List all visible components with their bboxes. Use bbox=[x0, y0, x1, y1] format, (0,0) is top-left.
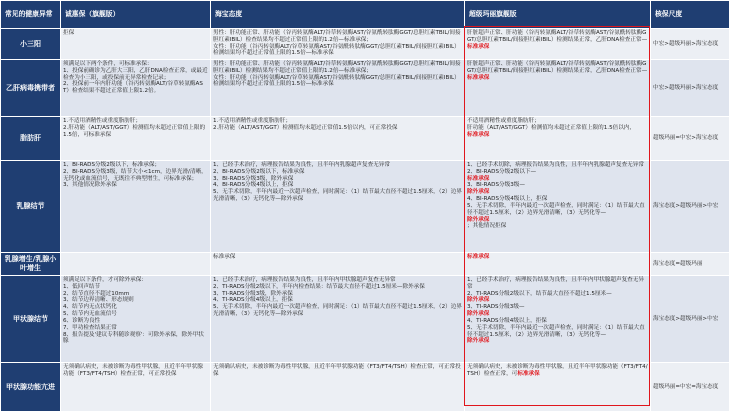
rule-text: 4、TI-RADS分级4级以上，拒保 bbox=[213, 297, 462, 304]
cell-product-1 bbox=[61, 363, 211, 412]
row-condition: 小三阳 bbox=[1, 29, 61, 60]
cell-product-1 bbox=[61, 253, 211, 276]
cell-product-3 bbox=[465, 276, 651, 363]
rule-text: 须满足以下两个条件，可标准承保： bbox=[63, 61, 153, 67]
rule-text: 1、投保前确诊为乙肝大三阳，乙肝DNA检查正常，或最近检查为小三阳，或投保前无异常检查记录； bbox=[63, 68, 208, 82]
cell-product-2 bbox=[211, 60, 465, 117]
rule-text: 5、无手术切除，半年内最近一次超声检查，同时满足：（1）结节最大直径不超过1.5厘米，（2）边界光滑清晰，（3）无钙化等— bbox=[467, 325, 648, 339]
rule-text: 男性：肝功能正常、肝功能（谷丙转氨酶ALT/谷草转氨酶AST/谷氨酰转肽酶GGT/总胆红素TBIL/间接胆红素IBIL）检测结果均不超过正常值上限的1.2倍—标准承保； bbox=[213, 61, 461, 74]
rule-text: 3、BI-RADS分级3级，除外承保 bbox=[213, 176, 462, 183]
rule-text: 1、已经手术治疗，病理报告结果为良性，且半年内甲状腺超声复查无异常 bbox=[467, 277, 644, 290]
rule-text: 无须确认病史，未被诊断为毒性甲状腺，且近半年甲状腺功能（FT3/FT4/TSH）检查正常，可正常投保 bbox=[63, 364, 203, 377]
cell-scale: 超级玛丽=中宏=海宝态度 bbox=[651, 363, 729, 412]
cell-product-3 bbox=[465, 363, 651, 412]
highlight-text: 除外承保 bbox=[467, 189, 489, 195]
row-condition: 甲状腺结节 bbox=[1, 276, 61, 363]
cell-product-2 bbox=[211, 253, 465, 276]
rule-text: 5、无手术切除，半年内最近一次超声检查，同时满足：（1）结节最大直径不超过1.5厘米，（2）边界光滑清晰，（3）无钙化等— bbox=[467, 203, 648, 217]
rule-text: 2、BI-RADS分级2级以下，标准承保 bbox=[213, 169, 462, 176]
cell-product-3 bbox=[465, 161, 651, 253]
rule-text: 3、TI-RADS分级3级— bbox=[467, 304, 648, 311]
rule-text: 2、BI-RADS分级2级以下— bbox=[467, 169, 648, 176]
cell-product-3 bbox=[465, 60, 651, 117]
rule-text: 4、TI-RADS分级4级以上，拒保 bbox=[467, 318, 648, 325]
highlight-text: 标准承保 bbox=[467, 132, 489, 138]
rule-text: 须满足以下条件，才可除外承保： bbox=[63, 277, 147, 283]
table-row bbox=[1, 276, 729, 363]
rule-text: 1、已经手术治疗，病理报告结果为良性，且半年内乳腺超声复查无异常 bbox=[213, 162, 390, 168]
row-condition: 脂肪肝 bbox=[1, 117, 61, 161]
cell-product-2 bbox=[211, 276, 465, 363]
cell-product-3 bbox=[465, 253, 651, 276]
rule-text: 1、低回声结节 bbox=[63, 284, 208, 291]
rule-text: 1.不适用酒精性或重度脂肪肝； bbox=[213, 118, 291, 124]
cell-product-2 bbox=[211, 29, 465, 60]
rule-text: 1、已经手术治疗，病理报告结果为良性，且半年内甲状腺超声复查无异常 bbox=[213, 277, 396, 283]
rule-text: 3、BI-RADS分级3级— bbox=[467, 182, 648, 189]
cell-product-1 bbox=[61, 161, 211, 253]
table-row bbox=[1, 161, 729, 253]
rule-text: 1、已经手术切除，病理报告结果为良性，且半年内乳腺超声复查无异常 bbox=[467, 162, 644, 168]
rule-text: 2、BI-RADS分级3级，结节大小<1cm，边界光滑/清晰，无钙化或血流信号，无既往不典型增生，可标准承保； bbox=[63, 169, 208, 183]
rule-text: 4、BI-RADS分级4级以上，拒保 bbox=[467, 196, 648, 203]
highlight-text: 标准承保 bbox=[467, 75, 489, 81]
rule-text: 女性：肝功能（谷丙转氨酶ALT/谷草转氨酶AST/谷氨酰转肽酶GGT/总胆红素TBIL/间接胆红素IBIL）检测结果均不超过正常值上限的1.5倍—标准承保 bbox=[213, 44, 462, 58]
cell-scale: 海宝态度>超级玛丽>中宏 bbox=[651, 161, 729, 253]
highlight-text: 除外承保 bbox=[467, 311, 489, 317]
cell-product-2 bbox=[211, 117, 465, 161]
cell-scale: 中宏>超级玛丽>海宝态度 bbox=[651, 60, 729, 117]
table-row bbox=[1, 363, 729, 412]
rule-text: 3、TI-RADS分级3级，除外承保 bbox=[213, 291, 462, 298]
rule-text: 2.肝功能（ALT/AST/GGT）检测值均未超过正常值1.5倍以内，可正常投保 bbox=[213, 125, 462, 132]
rule-text: 肝功能（ALT/AST/GGT）检测值均未超过正常值上限的1.5倍以内， bbox=[467, 125, 648, 132]
rule-text: 2、结节直径不超过10mm bbox=[63, 291, 208, 298]
cell-scale: 超级玛丽=中宏>海宝态度 bbox=[651, 117, 729, 161]
rule-text: 2、TI-RADS分级2级以下，半年内检查结果：结节最大直径不超过1.5厘米—除外承保 bbox=[213, 284, 462, 291]
cell-product-1 bbox=[61, 29, 211, 60]
table-row bbox=[1, 117, 729, 161]
header-product-3: 超级玛丽旗舰版 bbox=[465, 1, 651, 29]
row-condition: 甲状腺功能亢进 bbox=[1, 363, 61, 412]
rule-text: 男性：肝功能正常、肝功能（谷丙转氨酶ALT/谷草转氨酶AST/谷氨酰转肽酶GGT/总胆红素TBIL/间接胆红素IBIL）检查结果均不超过正常值上限的1.2倍—标准承保； bbox=[213, 30, 461, 43]
rule-text: 肝脏超声正常、肝功能（谷丙转氨酶ALT/谷草转氨酶AST/谷氨酰转肽酶GGT/总胆红素TBIL/间接胆红素IBIL）检测结果正常，乙肝DNA检查正常— bbox=[467, 30, 647, 43]
cell-product-3 bbox=[465, 29, 651, 60]
rule-text: 4、结节内无点状钙化 bbox=[63, 304, 208, 311]
row-condition: 乙肝病毒携带者 bbox=[1, 60, 61, 117]
rule-text: 8、报告提及'建议专科随诊观察'：可除外承保，除外甲状腺 bbox=[63, 332, 208, 346]
rule-text: 拒保 bbox=[63, 30, 74, 36]
rule-text: 无须确认病史，未被诊断为毒性甲状腺，且近半年甲状腺功能（FT3/FT4/TSH）检查正常，可正常投保 bbox=[213, 364, 461, 377]
rule-text: ；其他情况拒保 bbox=[467, 223, 648, 230]
table-row bbox=[1, 60, 729, 117]
rule-text: 1、BI-RADS分级2级以下，标准承保； bbox=[63, 162, 160, 168]
cell-scale: 海宝态度=超级玛丽 bbox=[651, 253, 729, 276]
rule-text: 不适用酒精性或重度脂肪肝； bbox=[467, 118, 540, 124]
highlight-text: 除外承保 bbox=[467, 338, 489, 344]
rule-text: 2、TI-RADS分级2级以下，结节最大直径不超过1.5厘米— bbox=[467, 291, 648, 298]
highlight-text: 标准承保 bbox=[467, 176, 489, 182]
table-row bbox=[1, 253, 729, 276]
highlight-text: 标准承保 bbox=[517, 371, 539, 377]
highlight-text: 除外承保 bbox=[467, 217, 489, 223]
header-row bbox=[1, 1, 729, 29]
rule-text: 6、诊断为良性 bbox=[63, 318, 208, 325]
cell-scale: 中宏>超级玛丽>海宝态度 bbox=[651, 29, 729, 60]
rule-text: 4、BI-RADS分级4级以上，拒保 bbox=[213, 182, 462, 189]
rule-text: 2.肝功能（ALT/AST/GGT）检测值均未超过正常值上限的1.5倍，可标准承保 bbox=[63, 125, 208, 139]
rule-text: 无须确认病史，未被诊断为毒性甲状腺，且近半年甲状腺功能（FT3/FT4/TSH）检查正常，可 bbox=[467, 364, 648, 377]
highlight-text: 标准承保 bbox=[467, 254, 489, 260]
cell-product-2 bbox=[211, 363, 465, 412]
row-condition: 乳腺增生/乳腺小叶增生 bbox=[1, 253, 61, 276]
cell-product-1 bbox=[61, 117, 211, 161]
highlight-text: 标准承保 bbox=[467, 44, 489, 50]
rule-text: 5、无手术切除，半年内最近一次超声检查，同时满足：（1）结节最大直径不超过1.5厘米，（2）边界光滑清晰，（3）无钙化等—除外承保 bbox=[213, 304, 462, 318]
rule-text: 5、无手术切除，半年内最近一次超声检查，同时满足：（1）结节最大直径不超过1.5厘米，（2）边界光滑清晰，（3）无钙化等—除外承保 bbox=[213, 189, 462, 203]
header-product-2: 海宝态度 bbox=[211, 1, 465, 29]
header-product-1: 诚惠保（旗舰版） bbox=[61, 1, 211, 29]
cell-product-1 bbox=[61, 60, 211, 117]
cell-product-3 bbox=[465, 117, 651, 161]
highlight-text: 除外承保 bbox=[467, 297, 489, 303]
rule-text: 5、结节内无血流信号 bbox=[63, 311, 208, 318]
rule-text: 1.不适用酒精性或重度脂肪肝； bbox=[63, 118, 141, 124]
rule-text: 女性：肝功能（谷丙转氨酶ALT/谷草转氨酶AST/谷氨酰转肽酶GGT/总胆红素TBIL/间接胆红素IBIL）检测结果均不超过正常值上限的1.5倍—标准承保 bbox=[213, 75, 462, 89]
cell-scale: 海宝态度>超级玛丽>中宏 bbox=[651, 276, 729, 363]
header-scale: 核保尺度 bbox=[651, 1, 729, 29]
rule-text: 肝脏超声正常、肝功能（谷丙转氨酶ALT/谷草转氨酶AST/谷氨酰转肽酶GGT/总胆红素TBIL/间接胆红素IBIL）检测结果正常，乙肝DNA检查正常— bbox=[467, 61, 647, 74]
rule-text: 标准承保 bbox=[213, 254, 235, 260]
header-condition: 常见的健康异常 bbox=[1, 1, 61, 29]
rule-text: 3、其他情况除外承保 bbox=[63, 182, 208, 189]
table-row bbox=[1, 29, 729, 60]
rule-text: 3、结节边界清晰、形态规则 bbox=[63, 297, 208, 304]
rule-text: 2、投保前一年内肝功能（谷丙转氨酶ALT/谷草转氨酶AST）检查结果不超过正常值上限1.2倍。 bbox=[63, 81, 208, 95]
cell-product-1 bbox=[61, 276, 211, 363]
rule-text: 7、甲功检查结果正常 bbox=[63, 325, 208, 332]
cell-product-2 bbox=[211, 161, 465, 253]
row-condition: 乳腺结节 bbox=[1, 161, 61, 253]
